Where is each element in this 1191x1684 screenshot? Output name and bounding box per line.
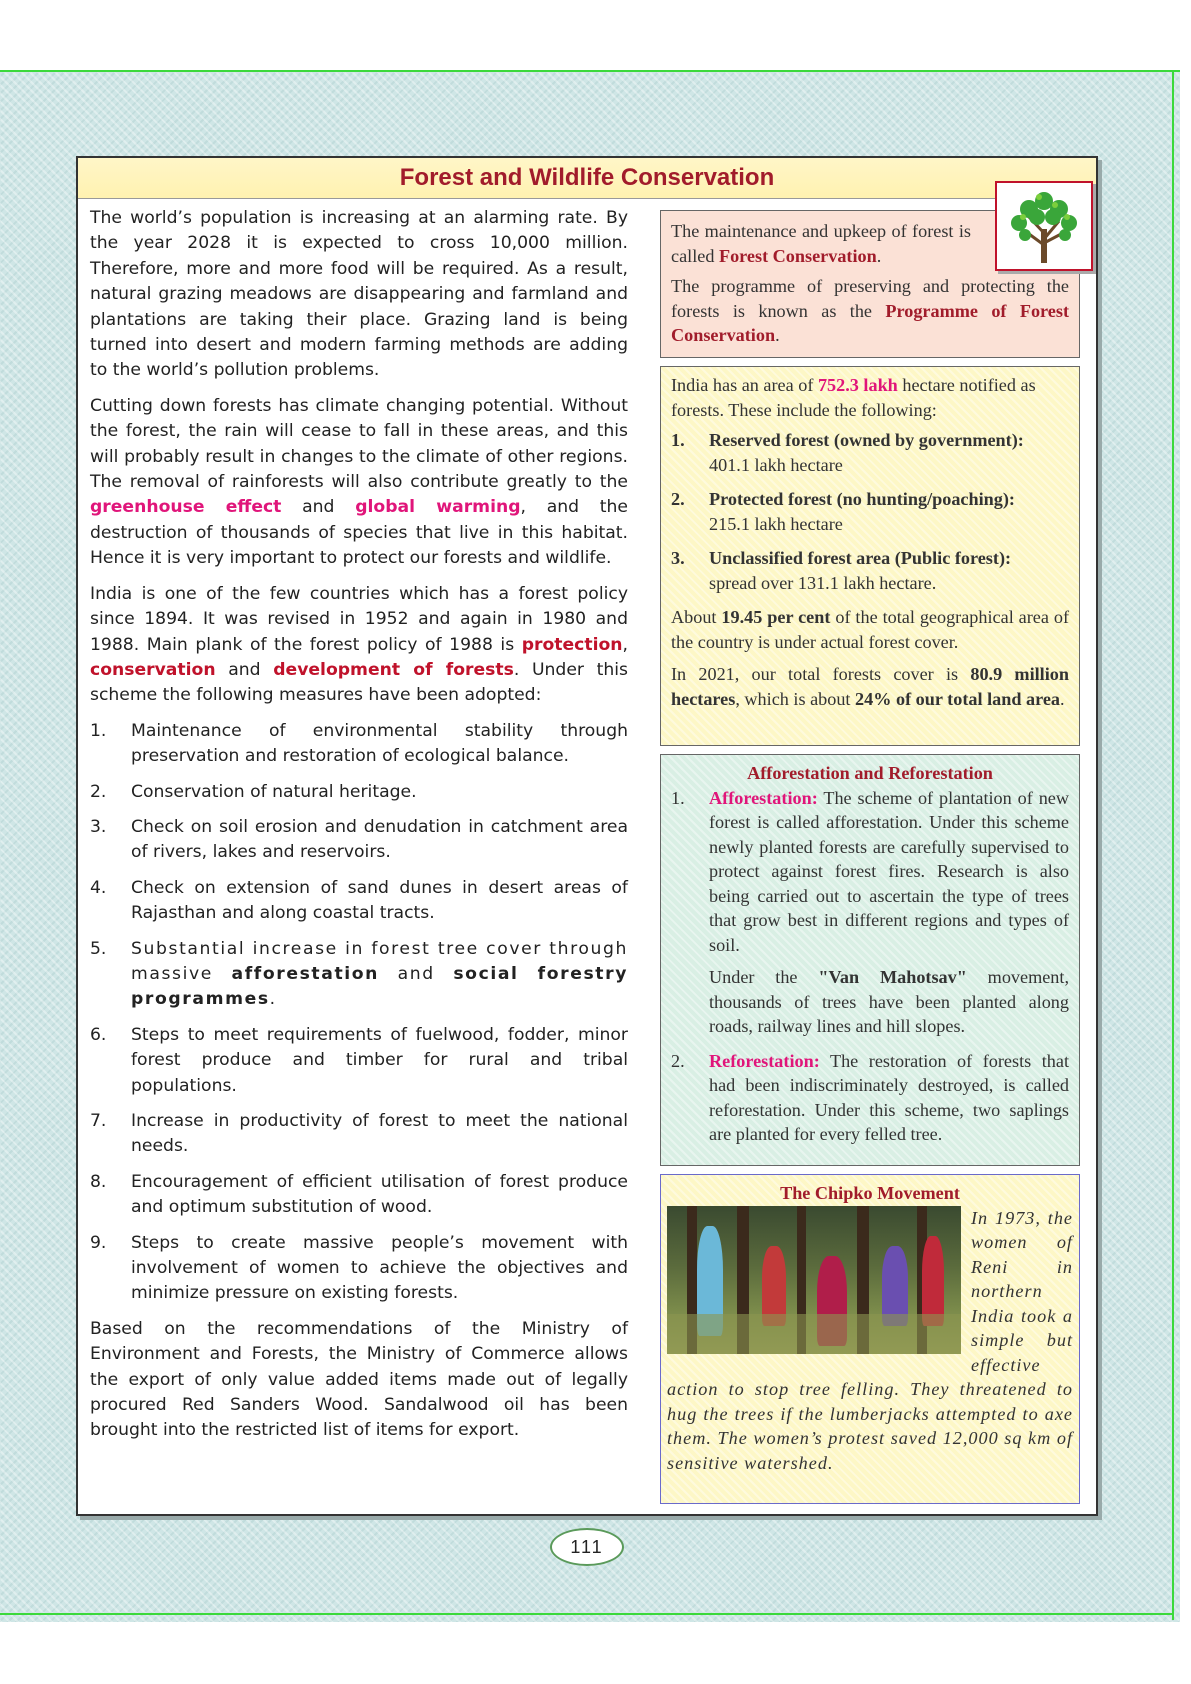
list-item bbox=[90, 1023, 628, 1099]
item-text: Steps to meet requirements of fuelwood, fodder, minor forest produce and timber for rural and tribal populations. bbox=[131, 1024, 628, 1096]
paragraph-policy bbox=[90, 582, 628, 709]
item-number: 9. bbox=[90, 1232, 107, 1253]
afforestation-list bbox=[671, 786, 1069, 1147]
item-text: Maintenance of environmental stability through preservation and restoration of ecological balance. bbox=[131, 720, 628, 767]
item-number: 7. bbox=[90, 1111, 107, 1131]
highlight-protection: protection bbox=[521, 634, 623, 655]
chipko-photo bbox=[667, 1206, 961, 1354]
list-item bbox=[90, 876, 628, 927]
text-run: and bbox=[281, 497, 356, 518]
item-number: 4. bbox=[90, 877, 107, 898]
item-number: 6. bbox=[90, 1024, 107, 1045]
item-number: 8. bbox=[90, 1171, 107, 1192]
item-number: 1. bbox=[671, 430, 685, 450]
term-reforestation: Reforestation: bbox=[709, 1050, 820, 1071]
forest-conservation-definition bbox=[671, 219, 971, 268]
list-item bbox=[90, 937, 628, 1013]
text-run: . bbox=[775, 325, 780, 345]
bold-land-area: 24% of our total land area bbox=[855, 688, 1060, 709]
item-text: . bbox=[269, 989, 276, 1010]
box-heading: The Chipko Movement bbox=[780, 1183, 960, 1203]
list-item bbox=[90, 1170, 628, 1221]
crop-line-right bbox=[1172, 70, 1174, 1620]
highlight-area: 752.3 lakh bbox=[817, 375, 898, 395]
title-bar bbox=[78, 158, 1096, 199]
list-item bbox=[90, 719, 628, 770]
text-run: Under the bbox=[709, 967, 819, 987]
page-number: 111 bbox=[550, 1528, 624, 1566]
highlight-development: development of forests bbox=[273, 659, 514, 680]
item-number: 3. bbox=[90, 816, 107, 837]
item-text: Conservation of natural heritage. bbox=[131, 781, 417, 802]
afforestation-box bbox=[660, 754, 1080, 1166]
text-run: India is one of the few countries which has a forest policy since 1894. It was revised in 1952 and again in 1980 and 1988. Main plank of the forest policy of 1988 is bbox=[90, 583, 628, 655]
definition-box bbox=[660, 210, 1080, 358]
text-run: , which is about bbox=[735, 688, 856, 709]
item-number: 2. bbox=[671, 1050, 685, 1071]
bold-van-mahotsav: "Van Mahotsav" bbox=[818, 967, 967, 987]
item-text: Check on soil erosion and denudation in catchment area of rivers, lakes and reservoirs. bbox=[131, 816, 628, 863]
chipko-text: In 1973, the women of Reni in northern India took a simple but effective action to stop tree felling. They threatened to hug the trees if the lumberjacks attempted to axe them. The women’s protest saved 12,000 sq km of sensitive watershed. bbox=[667, 1207, 1073, 1473]
item-heading: Unclassified forest area (Public forest): bbox=[709, 548, 1012, 568]
item-text: Check on extension of sand dunes in desert areas of Rajasthan and along coastal tracts. bbox=[131, 877, 628, 924]
list-item bbox=[671, 1049, 1069, 1147]
box-heading: Afforestation and Reforestation bbox=[747, 763, 993, 783]
bold-percent: 19.45 per cent bbox=[721, 607, 831, 627]
text-run: . Under this scheme the following measures have been adopted: bbox=[90, 659, 629, 706]
item-number: 5. bbox=[90, 938, 107, 959]
list-item bbox=[90, 815, 628, 866]
term-afforestation: Afforestation: bbox=[709, 787, 818, 808]
main-text-column bbox=[90, 206, 628, 1454]
bold-social-forestry: social forestry programmes bbox=[131, 963, 628, 1010]
item-value: spread over 131.1 lakh hectare. bbox=[709, 572, 937, 593]
measures-list bbox=[90, 719, 628, 1307]
forest-area-intro bbox=[671, 373, 1069, 422]
crop-line-bottom bbox=[0, 1613, 1174, 1615]
chipko-box bbox=[660, 1174, 1080, 1504]
item-text: Steps to create massive people’s movement with involvement of women to achieve the objectives and minimize pressure on existing forests. bbox=[131, 1232, 628, 1304]
text-run: . bbox=[1060, 688, 1065, 709]
item-number: 2. bbox=[671, 489, 685, 509]
forest-cover-2021 bbox=[671, 662, 1069, 711]
term-forest-conservation: Forest Conservation bbox=[718, 245, 877, 266]
item-text: Substantial increase in forest tree cover through massive bbox=[131, 938, 628, 984]
text-run: India has an area of bbox=[671, 375, 818, 395]
text-run: of the total geographical area of the country is under actual forest cover. bbox=[671, 607, 1070, 652]
text-run: , and the destruction of thousands of species that live in this habitat. Hence it is very important to protect our forests and wildlife. bbox=[90, 497, 628, 569]
text-run: hectare notified as forests. These include the following: bbox=[671, 375, 1036, 420]
list-item bbox=[671, 546, 1069, 595]
list-item bbox=[671, 428, 1069, 477]
item-number: 3. bbox=[671, 548, 685, 568]
item-text: The scheme of plantation of new forest is called afforestation. Under this scheme newly planted forests are carefully supervised to protect against forest fires. Research is also being carried out to ascertain the type of trees that grow best in different regions and types of soil. bbox=[709, 787, 1069, 955]
text-run: . bbox=[876, 245, 882, 266]
paragraph-export: Based on the recommendations of the Ministry of Environment and Forests, the Ministry of Commerce allows the export of only value added items made out of legally procured Red Sanders Wood. Sandalwood oil has been brought into the restricted list of items for export. bbox=[90, 1318, 628, 1441]
forest-types-list bbox=[671, 428, 1069, 595]
item-text: Increase in productivity of forest to meet the national needs. bbox=[131, 1111, 628, 1157]
item-number: 2. bbox=[90, 781, 107, 802]
item-value: 215.1 lakh hectare bbox=[709, 513, 843, 534]
highlight-greenhouse: greenhouse effect bbox=[90, 497, 282, 518]
forest-area-box bbox=[660, 366, 1080, 746]
paragraph-climate bbox=[90, 394, 628, 572]
list-item bbox=[671, 487, 1069, 536]
text-run: movement, thousands of trees have been planted along roads, railway lines and hill slopes. bbox=[709, 967, 1069, 1036]
text-run: The maintenance and upkeep of forest is called bbox=[671, 221, 971, 266]
list-item bbox=[90, 1231, 628, 1307]
text-run: , bbox=[622, 634, 628, 655]
bold-million: 80.9 million hectares bbox=[671, 664, 1070, 709]
tree-icon bbox=[995, 181, 1093, 271]
list-item bbox=[671, 786, 1069, 1039]
item-text: and bbox=[379, 963, 454, 984]
item-text: Encouragement of efficient utilisation of forest produce and optimum substitution of wood. bbox=[131, 1171, 628, 1218]
item-heading: Protected forest (no hunting/poaching): bbox=[709, 489, 1015, 509]
content-frame bbox=[76, 156, 1098, 1516]
item-number: 1. bbox=[90, 720, 107, 741]
paragraph-population: The world’s population is increasing at an alarming rate. By the year 2028 it is expected to cross 10,000 million. Therefore, more and more food will be required. As a result, natural grazing meadows are disappearing and farmland and plantations are taking their place. Grazing land is being turned into desert and modern farming methods are adding to the world’s pollution problems. bbox=[90, 208, 628, 381]
item-value: 401.1 lakh hectare bbox=[709, 454, 843, 475]
text-run: and bbox=[215, 659, 274, 680]
list-item bbox=[90, 1109, 628, 1160]
text-run: The programme of preserving and protecting the forests is known as the bbox=[671, 276, 1069, 321]
highlight-conservation: conservation bbox=[90, 659, 216, 680]
term-programme: Programme of Forest Conservation bbox=[671, 300, 1070, 345]
bold-afforestation: afforestation bbox=[231, 963, 379, 984]
item-text: The restoration of forests that had been indiscriminately destroyed, is called reforestation. Under this scheme, two saplings are planted for every felled tree. bbox=[709, 1050, 1069, 1144]
text-run: In 2021, our total forests cover is bbox=[671, 664, 971, 684]
van-mahotsav-text bbox=[709, 965, 1069, 1039]
page-title: Forest and Wildlife Conservation bbox=[399, 164, 775, 191]
text-run: About bbox=[671, 607, 722, 627]
list-item bbox=[90, 780, 628, 805]
item-heading: Reserved forest (owned by government): bbox=[709, 430, 1024, 450]
forest-cover-percent bbox=[671, 605, 1069, 654]
item-number: 1. bbox=[671, 787, 685, 808]
highlight-global-warming: global warming bbox=[355, 497, 521, 518]
text-run: Cutting down forests has climate changing potential. Without the forest, the rain will cease to fall in these areas, and this will probably result in changes to the climate of other regions. The removal of rainforests will also contribute greatly to the bbox=[90, 395, 628, 493]
programme-definition bbox=[671, 274, 1069, 348]
